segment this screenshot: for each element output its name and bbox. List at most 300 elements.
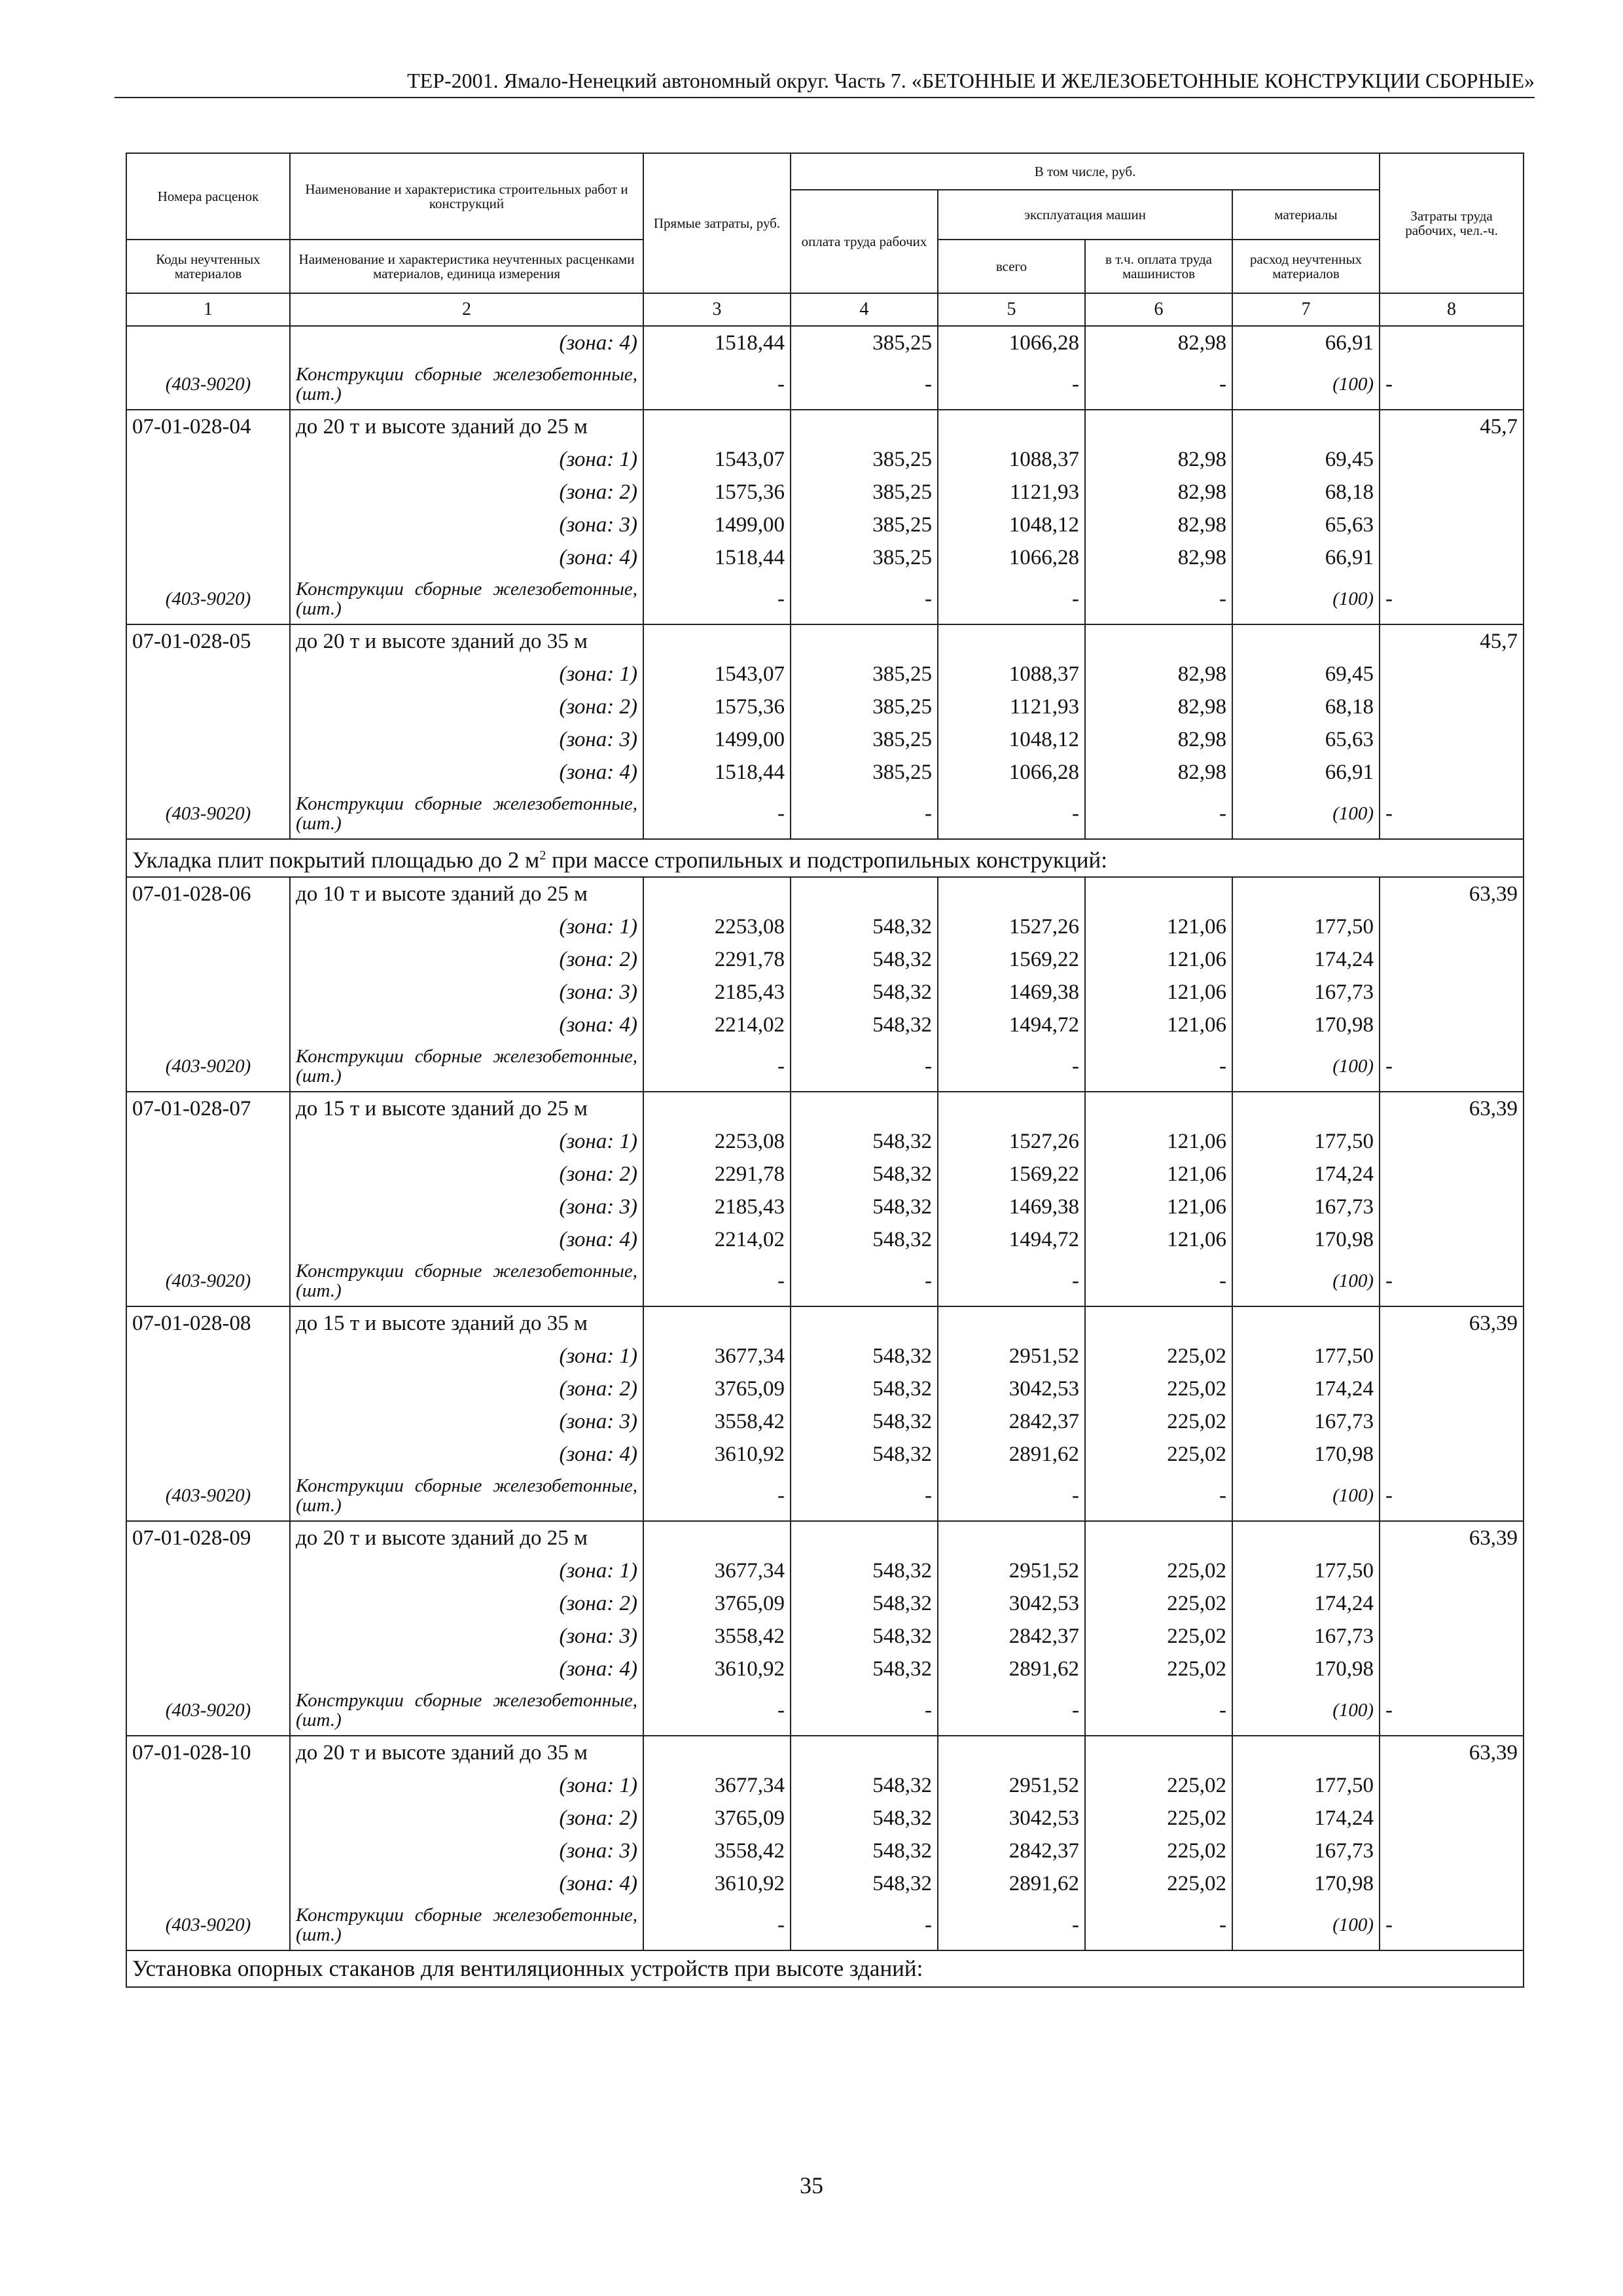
direct-costs-value: 3610,92 (643, 1653, 791, 1685)
zone-row (126, 509, 1524, 541)
zone-label: (зона: 3) (290, 1835, 643, 1867)
superscript: 2 (539, 848, 546, 863)
dash-value: - (791, 1900, 938, 1950)
direct-costs-value: 3558,42 (643, 1620, 791, 1653)
zone-row (126, 976, 1524, 1009)
machinist-pay-value: 82,98 (1085, 509, 1232, 541)
empty-cell (126, 976, 290, 1009)
empty-cell (126, 509, 290, 541)
machinist-pay-value: 225,02 (1085, 1653, 1232, 1685)
materials-value: 65,63 (1232, 509, 1380, 541)
empty-cell (1232, 624, 1380, 658)
dash-value: - (1085, 1041, 1232, 1092)
dash-value: - (938, 574, 1085, 624)
rate-code: 07-01-028-08 (126, 1306, 290, 1340)
machinist-pay-value: 225,02 (1085, 1802, 1232, 1835)
materials-value: 170,98 (1232, 1223, 1380, 1256)
empty-cell (126, 1223, 290, 1256)
machines-total-value: 1494,72 (938, 1009, 1085, 1041)
zone-row (126, 691, 1524, 723)
zone-label: (зона: 4) (290, 756, 643, 789)
empty-cell (1380, 476, 1524, 509)
zone-label: (зона: 2) (290, 1158, 643, 1191)
materials-value: 174,24 (1232, 1802, 1380, 1835)
direct-costs-value: 3558,42 (643, 1835, 791, 1867)
machines-total-value: 1569,22 (938, 943, 1085, 976)
material-code: (403-9020) (126, 1900, 290, 1950)
zone-label: (зона: 3) (290, 1620, 643, 1653)
machinist-pay-value: 225,02 (1085, 1554, 1232, 1587)
empty-cell (1380, 943, 1524, 976)
materials-value: 65,63 (1232, 723, 1380, 756)
work-name: до 20 т и высоте зданий до 35 м (290, 1736, 643, 1769)
dash-value: - (1085, 1900, 1232, 1950)
rate-code: 07-01-028-09 (126, 1521, 290, 1554)
direct-costs-value: 2291,78 (643, 1158, 791, 1191)
materials-value: 66,91 (1232, 541, 1380, 574)
worker-pay-value: 385,25 (791, 658, 938, 691)
zone-label: (зона: 2) (290, 476, 643, 509)
dash-value: - (938, 1041, 1085, 1092)
machines-total-value: 1066,28 (938, 541, 1085, 574)
empty-cell (791, 1736, 938, 1769)
materials-value: 174,24 (1232, 943, 1380, 976)
materials-value: 174,24 (1232, 1587, 1380, 1620)
empty-cell (643, 410, 791, 443)
worker-pay-value: 385,25 (791, 756, 938, 789)
labor-cost: 45,7 (1380, 624, 1524, 658)
empty-cell (643, 624, 791, 658)
machinist-pay-value: 121,06 (1085, 943, 1232, 976)
column-numbers-row (126, 293, 1524, 326)
worker-pay-value: 548,32 (791, 1554, 938, 1587)
empty-cell (791, 877, 938, 910)
machinist-pay-value: 121,06 (1085, 1223, 1232, 1256)
dash-value: - (1085, 1471, 1232, 1521)
machines-total-value: 2891,62 (938, 1438, 1085, 1471)
material-code: (403-9020) (126, 359, 290, 410)
direct-costs-value: 3677,34 (643, 1769, 791, 1802)
empty-cell (126, 541, 290, 574)
worker-pay-value: 385,25 (791, 509, 938, 541)
materials-value: 167,73 (1232, 976, 1380, 1009)
machines-total-value: 3042,53 (938, 1587, 1085, 1620)
materials-value: 68,18 (1232, 476, 1380, 509)
direct-costs-value: 3677,34 (643, 1554, 791, 1587)
section-heading-row (126, 839, 1524, 877)
dash-value: - (791, 359, 938, 410)
header-worker-pay: оплата труда рабочих (791, 190, 938, 293)
rate-row (126, 1736, 1524, 1769)
empty-cell (1380, 723, 1524, 756)
material-consumption: (100) (1232, 1685, 1380, 1736)
rate-code: 07-01-028-10 (126, 1736, 290, 1769)
dash-value: - (1380, 359, 1524, 410)
machinist-pay-value: 121,06 (1085, 1158, 1232, 1191)
zone-label: (зона: 4) (290, 1438, 643, 1471)
worker-pay-value: 548,32 (791, 1340, 938, 1372)
material-row (126, 1041, 1524, 1092)
dash-value: - (1085, 789, 1232, 839)
work-name: до 10 т и высоте зданий до 25 м (290, 877, 643, 910)
direct-costs-value: 1543,07 (643, 443, 791, 476)
zone-label: (зона: 1) (290, 658, 643, 691)
material-code: (403-9020) (126, 574, 290, 624)
empty-cell (126, 943, 290, 976)
direct-costs-value: 3765,09 (643, 1587, 791, 1620)
machines-total-value: 1066,28 (938, 326, 1085, 359)
material-code: (403-9020) (126, 1256, 290, 1306)
empty-cell (126, 910, 290, 943)
machines-total-value: 2842,37 (938, 1405, 1085, 1438)
worker-pay-value: 385,25 (791, 476, 938, 509)
material-row (126, 359, 1524, 410)
machinist-pay-value: 82,98 (1085, 756, 1232, 789)
zone-row (126, 541, 1524, 574)
materials-value: 69,45 (1232, 658, 1380, 691)
empty-cell (938, 410, 1085, 443)
price-rates-table (126, 152, 1524, 1988)
section-heading-text: Укладка плит покрытий площадью до 2 м (132, 847, 540, 873)
dash-value: - (938, 1256, 1085, 1306)
empty-cell (1380, 1009, 1524, 1041)
material-consumption: (100) (1232, 1041, 1380, 1092)
empty-cell (1380, 1554, 1524, 1587)
dash-value: - (938, 359, 1085, 410)
machines-total-value: 1088,37 (938, 658, 1085, 691)
material-name: Конструкции сборные железобетонные, (шт.) (290, 574, 643, 624)
machines-total-value: 1048,12 (938, 509, 1085, 541)
direct-costs-value: 2253,08 (643, 910, 791, 943)
material-code: (403-9020) (126, 1471, 290, 1521)
machines-total-value: 1494,72 (938, 1223, 1085, 1256)
materials-value: 174,24 (1232, 1158, 1380, 1191)
empty-cell (1380, 910, 1524, 943)
dash-value: - (1380, 1900, 1524, 1950)
worker-pay-value: 548,32 (791, 976, 938, 1009)
dash-value: - (791, 1471, 938, 1521)
material-code: (403-9020) (126, 1041, 290, 1092)
rate-row (126, 877, 1524, 910)
machines-total-value: 1048,12 (938, 723, 1085, 756)
direct-costs-value: 1518,44 (643, 326, 791, 359)
empty-cell (1380, 1769, 1524, 1802)
header-machines-total: всего (938, 240, 1085, 293)
section-heading (126, 1950, 1524, 1987)
worker-pay-value: 548,32 (791, 1223, 938, 1256)
empty-cell (643, 1521, 791, 1554)
dash-value: - (1085, 359, 1232, 410)
machinist-pay-value: 121,06 (1085, 1191, 1232, 1223)
labor-cost: 63,39 (1380, 1521, 1524, 1554)
labor-cost: 45,7 (1380, 410, 1524, 443)
empty-cell (1380, 326, 1524, 359)
dash-value: - (791, 1256, 938, 1306)
material-name: Конструкции сборные железобетонные, (шт.) (290, 789, 643, 839)
section-heading-row (126, 1950, 1524, 1987)
dash-value: - (643, 1685, 791, 1736)
machines-total-value: 1121,93 (938, 476, 1085, 509)
material-row (126, 1900, 1524, 1950)
empty-cell (126, 1125, 290, 1158)
machines-total-value: 1527,26 (938, 1125, 1085, 1158)
dash-value: - (643, 359, 791, 410)
empty-cell (1380, 1587, 1524, 1620)
empty-cell (938, 1092, 1085, 1125)
running-header: ТЕР-2001. Ямало-Ненецкий автономный округ. Часть 7. «БЕТОННЫЕ И ЖЕЛЕЗОБЕТОННЫЕ КОНСТРУКЦИИ СБОРНЫЕ» (115, 69, 1535, 98)
worker-pay-value: 548,32 (791, 1653, 938, 1685)
materials-value: 167,73 (1232, 1620, 1380, 1653)
dash-value: - (1380, 574, 1524, 624)
zone-label: (зона: 3) (290, 723, 643, 756)
header-material-consumption: расход неучтенных материалов (1232, 240, 1380, 293)
worker-pay-value: 548,32 (791, 1009, 938, 1041)
zone-row (126, 1653, 1524, 1685)
machines-total-value: 3042,53 (938, 1372, 1085, 1405)
machinist-pay-value: 82,98 (1085, 443, 1232, 476)
zone-row (126, 476, 1524, 509)
empty-cell (791, 410, 938, 443)
dash-value: - (643, 1256, 791, 1306)
work-name: до 20 т и высоте зданий до 35 м (290, 624, 643, 658)
empty-cell (126, 1554, 290, 1587)
dash-value: - (1085, 1256, 1232, 1306)
empty-cell (1232, 1092, 1380, 1125)
work-name: до 20 т и высоте зданий до 25 м (290, 410, 643, 443)
zone-label: (зона: 2) (290, 1587, 643, 1620)
empty-cell (1380, 1405, 1524, 1438)
empty-cell (643, 1306, 791, 1340)
empty-cell (126, 1405, 290, 1438)
material-consumption: (100) (1232, 1256, 1380, 1306)
direct-costs-value: 1518,44 (643, 541, 791, 574)
zone-row (126, 910, 1524, 943)
empty-cell (643, 1092, 791, 1125)
machines-total-value: 1066,28 (938, 756, 1085, 789)
zone-label: (зона: 4) (290, 1867, 643, 1900)
empty-cell (1380, 541, 1524, 574)
empty-cell (1380, 1867, 1524, 1900)
worker-pay-value: 548,32 (791, 1158, 938, 1191)
empty-cell (791, 1092, 938, 1125)
materials-value: 177,50 (1232, 1125, 1380, 1158)
dash-value: - (938, 789, 1085, 839)
direct-costs-value: 2291,78 (643, 943, 791, 976)
empty-cell (1380, 756, 1524, 789)
material-consumption: (100) (1232, 789, 1380, 839)
empty-cell (126, 1653, 290, 1685)
direct-costs-value: 2214,02 (643, 1009, 791, 1041)
worker-pay-value: 548,32 (791, 1835, 938, 1867)
section-heading-text: Установка опорных стаканов для вентиляционных устройств при высоте зданий: (132, 1955, 923, 1981)
empty-cell (938, 1521, 1085, 1554)
empty-cell (126, 756, 290, 789)
machinist-pay-value: 121,06 (1085, 910, 1232, 943)
material-code: (403-9020) (126, 789, 290, 839)
empty-cell (1380, 976, 1524, 1009)
materials-value: 177,50 (1232, 1554, 1380, 1587)
worker-pay-value: 385,25 (791, 541, 938, 574)
zone-label: (зона: 4) (290, 326, 643, 359)
empty-cell (126, 691, 290, 723)
zone-row (126, 443, 1524, 476)
machines-total-value: 1088,37 (938, 443, 1085, 476)
dash-value: - (1380, 789, 1524, 839)
empty-cell (1232, 1736, 1380, 1769)
header-material-codes: Коды неучтенных материалов (126, 240, 290, 293)
material-row (126, 1256, 1524, 1306)
empty-cell (1380, 509, 1524, 541)
worker-pay-value: 548,32 (791, 1125, 938, 1158)
empty-cell (126, 1769, 290, 1802)
materials-value: 177,50 (1232, 1340, 1380, 1372)
worker-pay-value: 548,32 (791, 1191, 938, 1223)
empty-cell (1232, 410, 1380, 443)
machines-total-value: 2891,62 (938, 1867, 1085, 1900)
material-row (126, 789, 1524, 839)
empty-cell (126, 1158, 290, 1191)
empty-cell (126, 476, 290, 509)
empty-cell (1232, 1521, 1380, 1554)
zone-row (126, 1554, 1524, 1587)
dash-value: - (1380, 1041, 1524, 1092)
material-row (126, 574, 1524, 624)
zone-row (126, 1372, 1524, 1405)
machinist-pay-value: 225,02 (1085, 1867, 1232, 1900)
zone-row (126, 723, 1524, 756)
zone-label: (зона: 4) (290, 1223, 643, 1256)
dash-value: - (1380, 1471, 1524, 1521)
machines-total-value: 2891,62 (938, 1653, 1085, 1685)
zone-label: (зона: 2) (290, 943, 643, 976)
material-consumption: (100) (1232, 1900, 1380, 1950)
rate-row (126, 1092, 1524, 1125)
machines-total-value: 1121,93 (938, 691, 1085, 723)
zone-row (126, 658, 1524, 691)
zone-row (126, 1802, 1524, 1835)
empty-cell (1380, 691, 1524, 723)
empty-cell (126, 1372, 290, 1405)
materials-value: 174,24 (1232, 1372, 1380, 1405)
material-name: Конструкции сборные железобетонные, (шт.) (290, 1900, 643, 1950)
rate-row (126, 624, 1524, 658)
zone-row (126, 1340, 1524, 1372)
machinist-pay-value: 225,02 (1085, 1769, 1232, 1802)
zone-label: (зона: 1) (290, 1554, 643, 1587)
page-number: 35 (800, 2172, 823, 2198)
zone-row (126, 1620, 1524, 1653)
labor-cost: 63,39 (1380, 877, 1524, 910)
machinist-pay-value: 82,98 (1085, 691, 1232, 723)
dash-value: - (791, 1685, 938, 1736)
zone-label: (зона: 1) (290, 443, 643, 476)
empty-cell (938, 877, 1085, 910)
machines-total-value: 3042,53 (938, 1802, 1085, 1835)
empty-cell (126, 1587, 290, 1620)
direct-costs-value: 3765,09 (643, 1372, 791, 1405)
empty-cell (1380, 1802, 1524, 1835)
worker-pay-value: 385,25 (791, 443, 938, 476)
dash-value: - (791, 789, 938, 839)
empty-cell (1085, 1521, 1232, 1554)
direct-costs-value: 3610,92 (643, 1867, 791, 1900)
worker-pay-value: 385,25 (791, 691, 938, 723)
materials-value: 177,50 (1232, 1769, 1380, 1802)
zone-row (126, 1587, 1524, 1620)
materials-value: 68,18 (1232, 691, 1380, 723)
worker-pay-value: 548,32 (791, 1438, 938, 1471)
empty-cell (1380, 1438, 1524, 1471)
empty-cell (126, 1340, 290, 1372)
machinist-pay-value: 82,98 (1085, 326, 1232, 359)
empty-cell (1085, 1306, 1232, 1340)
column-number: 6 (1085, 293, 1232, 326)
material-name: Конструкции сборные железобетонные, (шт.) (290, 1256, 643, 1306)
work-name: до 20 т и высоте зданий до 25 м (290, 1521, 643, 1554)
empty-cell (126, 723, 290, 756)
empty-cell (1085, 410, 1232, 443)
labor-cost: 63,39 (1380, 1736, 1524, 1769)
material-consumption: (100) (1232, 359, 1380, 410)
worker-pay-value: 385,25 (791, 326, 938, 359)
table-body (126, 326, 1524, 1987)
zone-row (126, 1009, 1524, 1041)
material-row (126, 1685, 1524, 1736)
header-labor-costs: Затраты труда рабочих, чел.-ч. (1380, 153, 1524, 293)
dash-value: - (938, 1900, 1085, 1950)
material-consumption: (100) (1232, 1471, 1380, 1521)
rate-code: 07-01-028-06 (126, 877, 290, 910)
zone-row (126, 1223, 1524, 1256)
worker-pay-value: 548,32 (791, 943, 938, 976)
empty-cell (1380, 658, 1524, 691)
worker-pay-value: 548,32 (791, 1769, 938, 1802)
dash-value: - (1085, 574, 1232, 624)
machinist-pay-value: 82,98 (1085, 723, 1232, 756)
section-heading-text: при массе стропильных и подстропильных конструкций: (546, 847, 1107, 873)
zone-row (126, 1438, 1524, 1471)
section-heading (126, 839, 1524, 877)
dash-value: - (643, 574, 791, 624)
column-number: 5 (938, 293, 1085, 326)
direct-costs-value: 3765,09 (643, 1802, 791, 1835)
direct-costs-value: 2253,08 (643, 1125, 791, 1158)
rate-row (126, 1306, 1524, 1340)
machinist-pay-value: 225,02 (1085, 1835, 1232, 1867)
empty-cell (1085, 624, 1232, 658)
header-including: В том числе, руб. (791, 153, 1380, 190)
machinist-pay-value: 121,06 (1085, 1009, 1232, 1041)
work-name: до 15 т и высоте зданий до 35 м (290, 1306, 643, 1340)
machines-total-value: 2842,37 (938, 1835, 1085, 1867)
header-machinist-pay: в т.ч. оплата труда машинистов (1085, 240, 1232, 293)
zone-row (126, 1191, 1524, 1223)
materials-value: 170,98 (1232, 1438, 1380, 1471)
worker-pay-value: 548,32 (791, 1372, 938, 1405)
empty-cell (1380, 1125, 1524, 1158)
machinist-pay-value: 225,02 (1085, 1340, 1232, 1372)
materials-value: 167,73 (1232, 1405, 1380, 1438)
dash-value: - (643, 789, 791, 839)
zone-label: (зона: 2) (290, 1372, 643, 1405)
rate-code: 07-01-028-05 (126, 624, 290, 658)
empty-cell (1380, 443, 1524, 476)
column-number: 3 (643, 293, 791, 326)
materials-value: 167,73 (1232, 1191, 1380, 1223)
direct-costs-value: 3558,42 (643, 1405, 791, 1438)
empty-cell (1232, 877, 1380, 910)
direct-costs-value: 1543,07 (643, 658, 791, 691)
